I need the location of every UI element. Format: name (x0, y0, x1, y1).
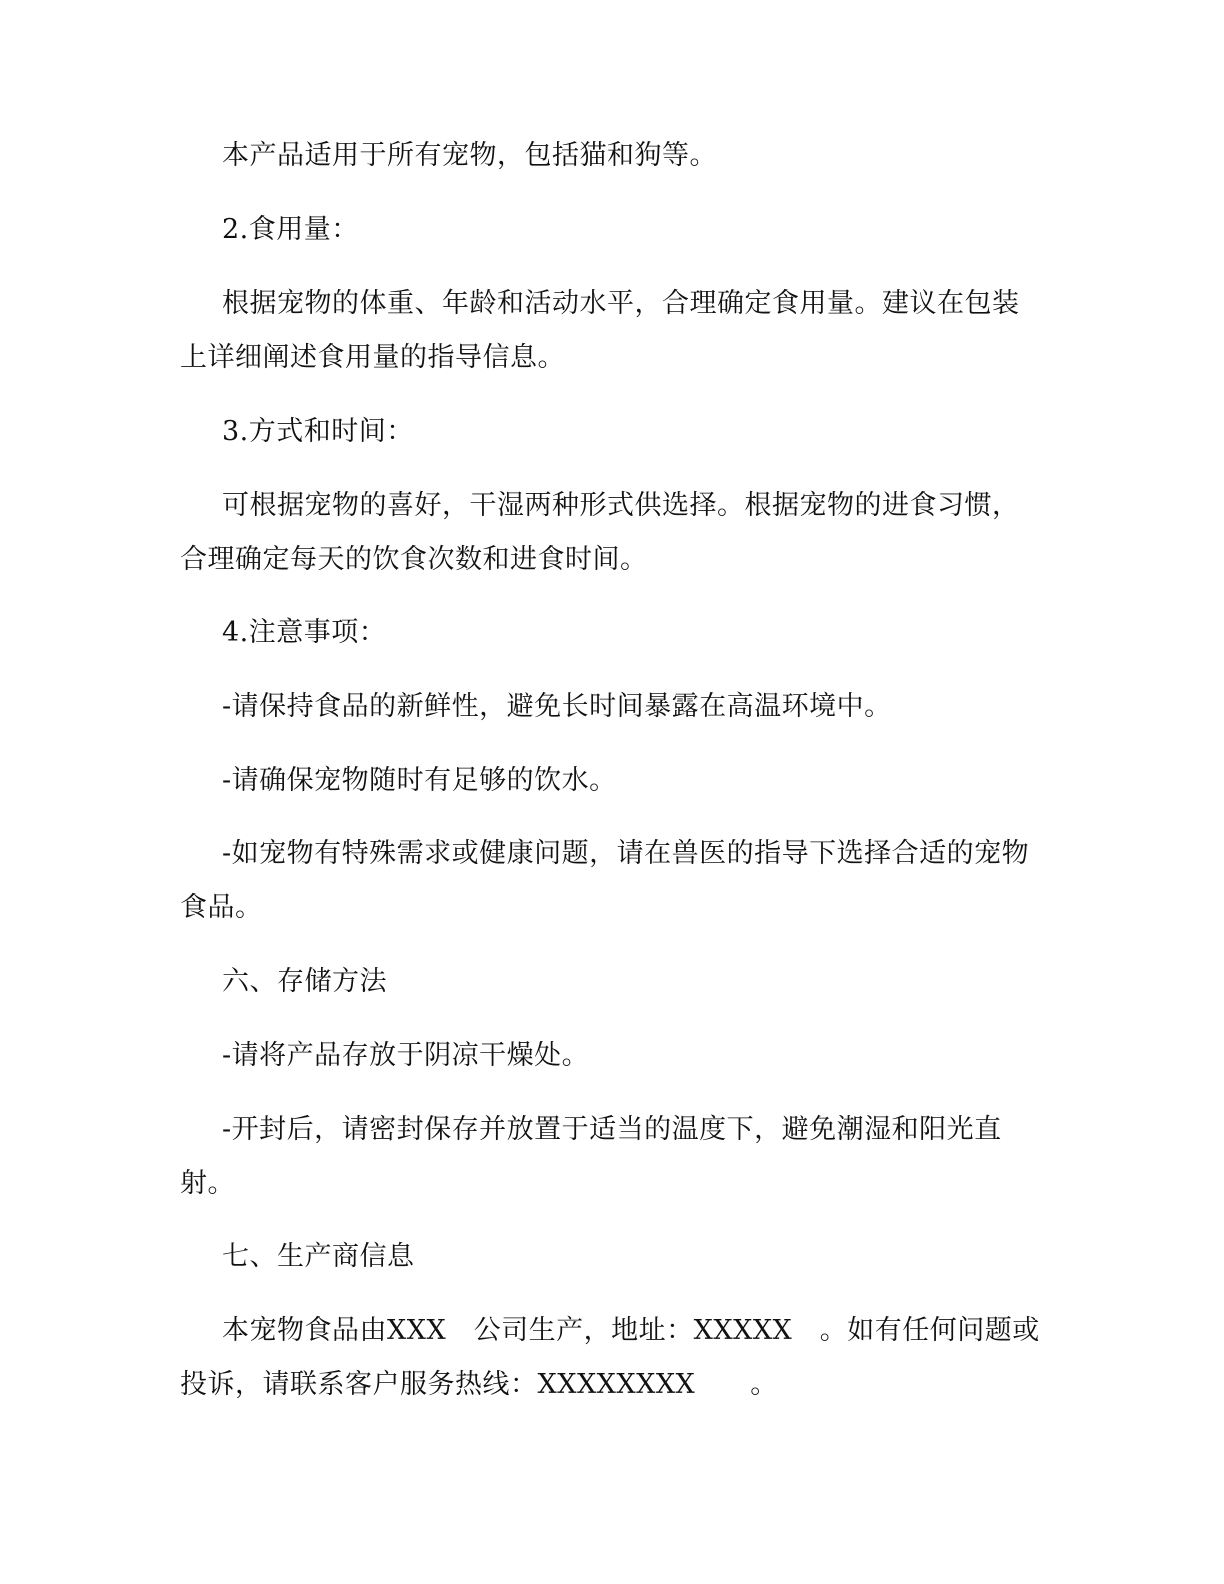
list-item-after-opening: -开封后，请密封保存并放置于适当的温度下，避免潮湿和阳光直射。 (180, 1114, 1002, 1199)
paragraph-method-and-time: 可根据宠物的喜好，干湿两种形式供选择。根据宠物的进食习惯，合理确定每天的饮食次数和进食时间。 (180, 490, 1020, 575)
heading-feeding-amount: 2.食用量： (222, 214, 359, 245)
list-item-water: -请确保宠物随时有足够的饮水。 (222, 765, 617, 796)
list-item-freshness: -请保持食品的新鲜性，避免长时间暴露在高温环境中。 (222, 691, 892, 722)
heading-precautions: 4.注意事项： (222, 617, 387, 648)
list-item-special-needs: -如宠物有特殊需求或健康问题，请在兽医的指导下选择合适的宠物食品。 (180, 838, 1030, 923)
paragraph-applicable-pets: 本产品适用于所有宠物，包括猫和狗等。 (222, 140, 717, 171)
heading-method-and-time: 3.方式和时间： (222, 416, 414, 447)
paragraph-manufacturer-info: 本宠物食品由XXX 公司生产，地址：XXXXX 。如有任何问题或投诉，请联系客户服务热线：XXXXXXXX 。 (180, 1315, 1040, 1400)
list-item-cool-dry-place: -请将产品存放于阴凉干燥处。 (222, 1040, 590, 1071)
paragraph-feeding-amount: 根据宠物的体重、年龄和活动水平，合理确定食用量。建议在包装上详细阐述食用量的指导信息。 (180, 288, 1020, 373)
heading-storage: 六、存储方法 (222, 966, 387, 997)
heading-manufacturer: 七、生产商信息 (222, 1241, 415, 1272)
